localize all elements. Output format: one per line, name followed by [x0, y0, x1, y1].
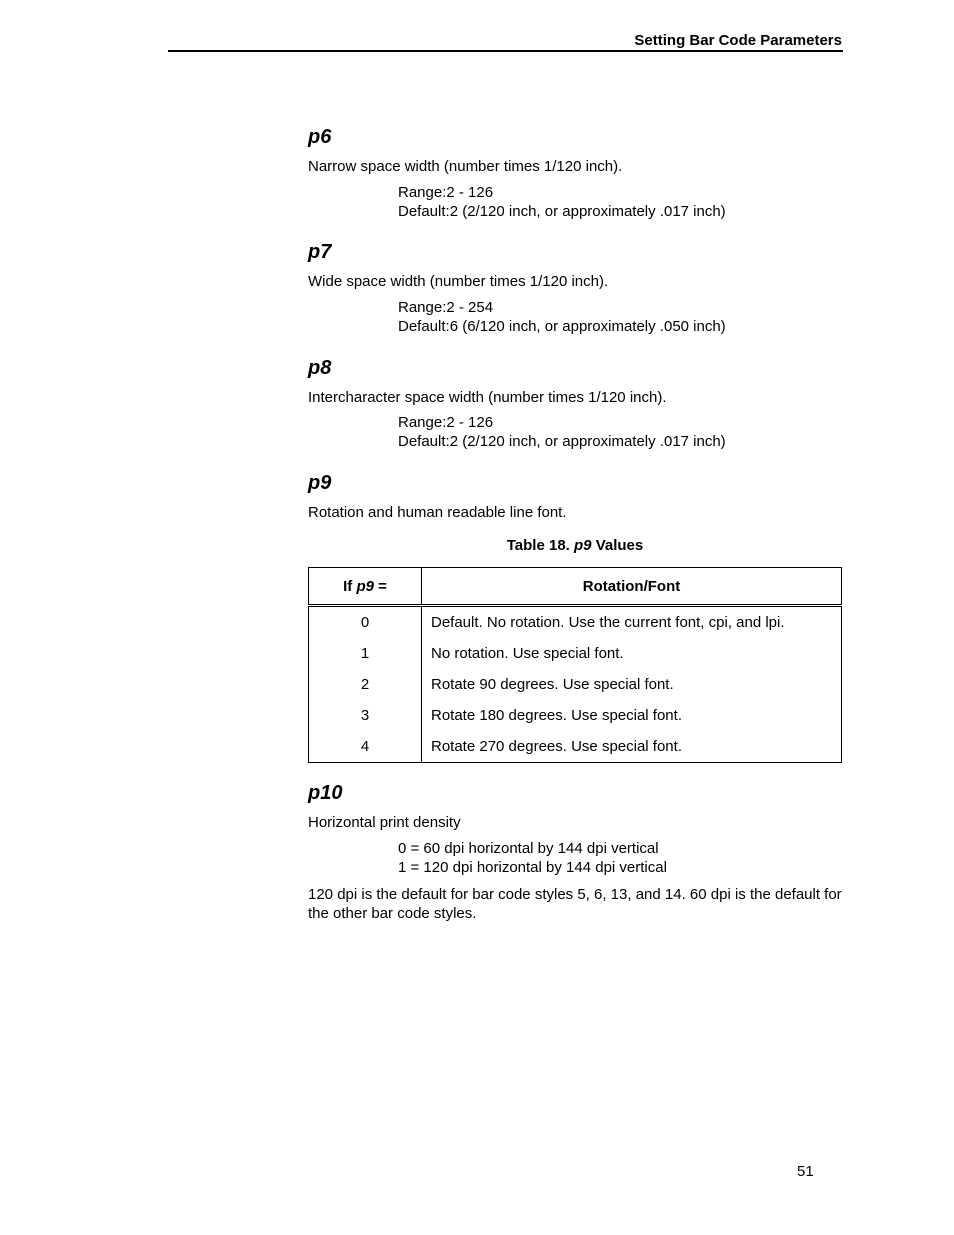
table-cell-value: 2 [309, 669, 422, 700]
table-header-if-p9: If p9 = [309, 568, 422, 606]
page-number: 51 [797, 1163, 814, 1180]
table-row [309, 669, 842, 700]
table-row [309, 638, 842, 669]
table-row [309, 606, 842, 639]
default-p8: Default:2 (2/120 inch, or approximately .017 inch) [398, 432, 726, 450]
table-cell-value: 0 [309, 606, 422, 639]
table-cell-desc: Rotate 180 degrees. Use special font. [422, 700, 842, 731]
heading-p8: p8 [308, 357, 332, 379]
table-cell-desc: Rotate 270 degrees. Use special font. [422, 731, 842, 763]
page-header-title: Setting Bar Code Parameters [634, 32, 842, 49]
table-cell-value: 3 [309, 700, 422, 731]
table-header-rotation-font: Rotation/Font [422, 568, 842, 606]
table-cell-desc: Default. No rotation. Use the current font, cpi, and lpi. [422, 606, 842, 639]
default-p7: Default:6 (6/120 inch, or approximately .050 inch) [398, 317, 726, 335]
heading-p6: p6 [308, 126, 332, 148]
table-cell-desc: Rotate 90 degrees. Use special font. [422, 669, 842, 700]
range-p8: Range:2 - 126 [398, 414, 494, 431]
p9-values-table [308, 567, 842, 763]
table-row [309, 700, 842, 731]
heading-p7: p7 [308, 241, 332, 263]
density-note: 120 dpi is the default for bar code styles 5, 6, 13, and 14. 60 dpi is the default for the other bar code styles. [308, 886, 842, 922]
description-p6: Narrow space width (number times 1/120 inch). [308, 158, 623, 175]
table-cell-value: 4 [309, 731, 422, 763]
range-p7: Range:2 - 254 [398, 299, 494, 316]
description-p8: Intercharacter space width (number times 1/120 inch). [308, 389, 667, 406]
description-p10: Horizontal print density [308, 814, 461, 831]
description-p9: Rotation and human readable line font. [308, 504, 567, 521]
table-header-row [309, 568, 842, 606]
range-p6: Range:2 - 126 [398, 184, 494, 201]
heading-p10: p10 [308, 782, 343, 804]
table-cell-value: 1 [309, 638, 422, 669]
table-caption: Table 18. p9 Values [506, 537, 644, 554]
heading-p9: p9 [308, 472, 332, 494]
default-p6: Default:2 (2/120 inch, or approximately .017 inch) [398, 202, 726, 220]
table-cell-desc: No rotation. Use special font. [422, 638, 842, 669]
header-rule [168, 50, 843, 52]
table-row [309, 731, 842, 763]
description-p7: Wide space width (number times 1/120 inch). [308, 273, 609, 290]
density-option-0: 0 = 60 dpi horizontal by 144 dpi vertical [398, 840, 659, 857]
density-option-1: 1 = 120 dpi horizontal by 144 dpi vertical [398, 858, 667, 876]
